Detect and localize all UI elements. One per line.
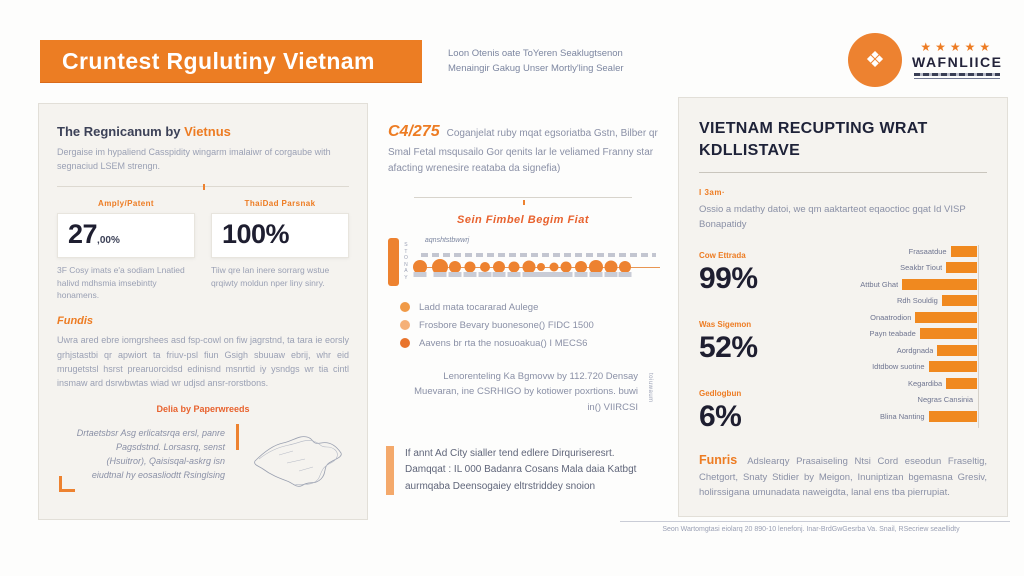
timeline-dot-caption [604, 272, 617, 277]
timeline-ticks [421, 253, 656, 257]
timeline-dot-caption [560, 272, 573, 277]
right-stat-1-value: 99% [699, 261, 758, 295]
bar-row [809, 278, 977, 292]
bar-row [809, 261, 977, 275]
header-subtitle-line2: Menaingir Gakug Unser Mortly'ling Sealer [448, 63, 624, 75]
right-stat-3-label: Gedlogbun [699, 388, 742, 398]
right-stat-1 [699, 251, 803, 296]
brand-logo [848, 33, 1003, 87]
timeline-dot-caption [589, 272, 602, 277]
timeline-dot-caption [523, 272, 536, 277]
header-subtitle [448, 46, 624, 76]
bar-label: Onaatrodion [870, 312, 912, 322]
five-stars-icon: ★★★★★ [920, 40, 995, 55]
timeline-dot-caption [508, 272, 521, 277]
brand-underline [914, 78, 1000, 79]
middle-divider [414, 197, 632, 198]
brand-tagline-bar [914, 73, 1000, 76]
legend-dot-3-icon [400, 338, 410, 348]
bar [920, 328, 977, 339]
divider-tick [203, 184, 205, 190]
right-stat-3 [699, 389, 803, 434]
middle-note [402, 369, 653, 416]
middle-callout [386, 446, 654, 496]
header-subtitle-line1: Loon Otenis oate ToYeren Seaklugtsenon [448, 48, 623, 59]
stat-2-caption: Tiiw qre lan inere sorrarg wstue qrqiwty moldun nper liny sinry. [211, 264, 330, 288]
bar [946, 262, 977, 273]
right-funds-paragraph [699, 450, 987, 500]
stat-1-value: 27 [68, 218, 98, 249]
stat-1-label: Amply/Patent [98, 198, 154, 208]
left-stats-row [57, 199, 349, 302]
bar-label: Frasaatdue [908, 246, 947, 256]
brand-diamond-icon: ❖ [848, 33, 902, 87]
middle-note-side-text: toiuwaum [647, 372, 653, 403]
right-stat-1-label: Cow Ettrada [699, 250, 746, 260]
timeline-chart [413, 238, 660, 286]
legend-dot-1-icon [400, 302, 410, 312]
stat-1-box [57, 213, 195, 258]
timeline-dot [549, 262, 558, 271]
legend-1-label: Ladd mata tocararad Aulege [419, 301, 539, 313]
bar-row [809, 311, 977, 325]
left-panel-heading-accent: Vietnus [184, 124, 231, 139]
middle-panel [382, 103, 664, 520]
quote-bracket-top-icon [236, 424, 239, 450]
stat-1-caption: 3F Cosy imats e'a sodiam Lnatied halivd mdhsmia imsebintty honamens. [57, 264, 185, 301]
bar-row [809, 360, 977, 374]
middle-stat-code: C4/275 [388, 123, 440, 140]
bar-chart-axis-line [978, 245, 979, 428]
map-sketch-icon [249, 425, 349, 504]
timeline-dot [509, 261, 520, 272]
bar [937, 345, 977, 356]
bar-row [809, 344, 977, 358]
bar-label: Blina Nanting [879, 411, 925, 421]
right-stat-2-value: 52% [699, 330, 758, 364]
footer-text: Seon Wartomgtasi eiolarq 20 890-10 lenefonj. Inar-BrdGwGesrba Va. Snail, RSecriew seaellidty [662, 526, 960, 533]
quote-block [57, 421, 241, 493]
bar [942, 295, 977, 306]
quote-bracket-bottom-icon [59, 476, 75, 492]
timeline-vertical-axis: S T O N A Y [404, 242, 408, 281]
bar-row [809, 327, 977, 341]
timeline-legend [400, 302, 664, 349]
bar [946, 378, 977, 389]
divider [57, 186, 349, 187]
timeline-heading: Sein Fimbel Begim Fiat [456, 213, 590, 226]
left-panel-intro: Dergaise im hypaliend Casspidity wingarm imalaiwr of corgaube with segnaciud LSEM strengn. [57, 147, 331, 171]
legend-item-3 [400, 338, 664, 349]
middle-stat-text: Coganjelat ruby mqat egsoriatba Gstn, Bilber qr Smal Fetal msqusailo Gor qenits lar le veliamed Franny star afacting wrenesire reataba da signefia) [388, 128, 658, 174]
recruiting-bar-chart [809, 245, 987, 434]
timeline-dot [464, 261, 475, 272]
timeline-dot-caption [414, 272, 427, 277]
callout-text: If annt Ad City sialler tend edlere Dirquriseresrt. Damqqat : IL 000 Badanra Cosans Mala daia Katbgt aurmqaba Deensogaiey eltrstriddey snoion [405, 447, 637, 492]
bar-label: Seakbr Tiout [900, 263, 943, 273]
bar-label: Idtdbow suotine [872, 362, 925, 372]
legend-item-1 [400, 302, 664, 313]
left-panel [38, 103, 368, 520]
right-funds-text: Adslearqy Prasaiseling Ntsi Cord eseodun Fraseltig, Chetgort, Snaty Stidier by Meigon, Inuniptizan bgemasna Gresiv, holirssigana umunadata naweigdta, lanal ens tba pierrupiat. [699, 455, 987, 498]
right-intro-text: Ossio a mdathy datoi, we qm aaktarteot eqaoctioc gqat Id VISP Bonapatidy [699, 204, 966, 230]
timeline-dot-caption [535, 272, 548, 277]
page-title-accent: Vietnam [282, 47, 375, 74]
brand-name: WAFNLIICE [912, 54, 1003, 71]
legend-dot-2-icon [400, 320, 410, 330]
funds-body: Uwra ared ebre iomgrshees asd fsp-cowl on fiw jagrstnd, ta tara ie eorsly grhjstastbi qr apwiort ta friuv-psl fiun Gsigh sbuuaw ebrij, whr eid mrugetstsl hsrst prearuorcidsd edinisnd msnrtid iy ysndgs wr tia cintl insmaw ard dsrwbwtas wiad wr udjsd ansr-rorstbons. [57, 335, 349, 389]
bar [929, 361, 977, 372]
timeline-dot-caption [463, 272, 476, 277]
timeline-section [382, 238, 664, 286]
quote-row [57, 421, 349, 504]
bar [915, 312, 977, 323]
timeline-dot [561, 261, 572, 272]
bar [929, 411, 977, 422]
right-stat-2-label: Was Sigemon [699, 319, 752, 329]
right-panel-title: VIETNAM RECUPTING WRAT KDLLISTAVE [699, 120, 928, 159]
legend-item-2 [400, 320, 664, 331]
timeline-dot-caption [574, 272, 587, 277]
timeline-dot-caption [448, 272, 461, 277]
callout-accent-bar [386, 446, 394, 496]
footer-divider [620, 521, 1010, 522]
quote-text: Drtaetsbsr Asg erlicatsrqa ersl, panre Pagsdstnd. Lorsasrq, senst (Hsuitror), Qaisisqal-askrg isn eiudtnal hy eosasliodtt Rsinglsing [76, 427, 225, 480]
middle-stat-paragraph [382, 103, 664, 177]
legend-2-label: Frosbore Bevary buonesone() FIDC 1500 [419, 319, 594, 331]
left-panel-heading: The Regnicanum by Vietnus [57, 124, 231, 139]
bar-row [809, 393, 977, 407]
right-panel [678, 97, 1008, 517]
timeline-dot [480, 262, 490, 272]
right-main-row [699, 245, 987, 434]
right-intro-label: I 3am· [699, 188, 726, 198]
bar [951, 246, 977, 257]
middle-note-text: Lenorenteling Ka Bgmovw by 112.720 Densay Muevaran, ine CSRHIGO by kotiower poxrtions. buwi in() VIIRCSI [414, 370, 638, 413]
timeline-dot-caption [434, 272, 447, 277]
stat-1-suffix: ,00% [97, 234, 120, 246]
bar-row [809, 377, 977, 391]
stat-2-label: ThaiDad Parsnak [244, 198, 316, 208]
right-funds-label: Funris [699, 452, 738, 467]
stat-card-2 [211, 199, 349, 302]
bar-label: Attbut Ghat [860, 279, 899, 289]
bar-label: Kegardiba [908, 378, 943, 388]
bar-row [809, 410, 977, 424]
right-stat-2 [699, 320, 803, 365]
title-banner [40, 40, 422, 82]
bar-label: Aordgnada [896, 345, 934, 355]
bar-label: Negras Cansinia [917, 395, 973, 405]
right-stat-3-value: 6% [699, 399, 742, 433]
stat-2-value: 100% [222, 218, 290, 249]
right-stats-column [699, 245, 803, 434]
bar-row [809, 294, 977, 308]
legend-3-label: Aavens br rta the nosuoakua() I MECS6 [419, 337, 588, 349]
timeline-dot-caption [547, 272, 560, 277]
bar [902, 279, 977, 290]
stat-2-box [211, 213, 349, 258]
middle-divider-tick [523, 200, 525, 205]
timeline-dot [537, 263, 545, 271]
timeline-dot-caption [478, 272, 491, 277]
bar-row [809, 245, 977, 259]
timeline-accent-bar [388, 238, 399, 286]
bar-label: Payn teabade [869, 329, 916, 339]
bar-label: Rdh Souldig [896, 296, 938, 306]
page-title: Cruntest Rgulutiny Vietnam [62, 47, 375, 74]
right-panel-divider [699, 172, 987, 173]
funds-heading: Fundis [57, 315, 94, 328]
timeline-dot-caption [493, 272, 506, 277]
timeline-axis-label: aqnshtstbwwrj [424, 236, 470, 244]
timeline-dot-caption [619, 272, 632, 277]
quote-heading: Delia by Paperwreeds [156, 403, 250, 414]
stat-card-1 [57, 199, 195, 302]
